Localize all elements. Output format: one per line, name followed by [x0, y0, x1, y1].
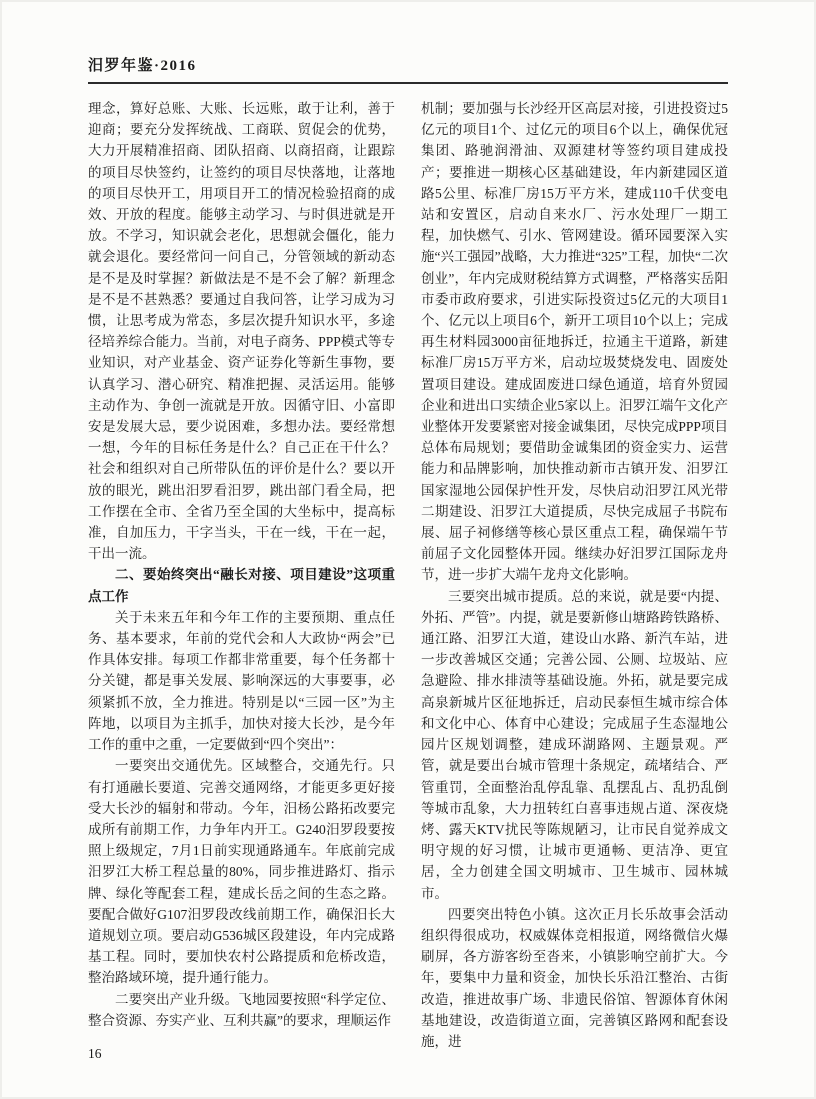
body-paragraph: 关于未来五年和今年工作的主要预期、重点任务、基本要求，年前的党代会和人大政协“两会”已作具体安排。每项工作都非常重要，每个任务都十分关键，都是事关发展、影响深远的大事要事，必须紧抓不放，全力推进。特别是以“三园一区”为主阵地，以项目为主抓手，加快对接大长沙，是今年工作的重中之重，一定要做到“四个突出”： [88, 609, 395, 753]
header-divider [88, 82, 728, 84]
body-paragraph: 三要突出城市提质。总的来说，就是要“内提、外拓、严管”。内提，就是要新修山塘路跨铁路桥、通江路、汨罗江大道，建设山水路、新汽车站，进一步改善城区交通；完善公园、公厕、垃圾站、应急避险、排水排渍等基础设施。外拓，就是要完成高泉新城片区征地拆迁，启动民泰恒生城市综合体和文化中心、体育中心建设；完成屈子生态湿地公园片区规划调整，建成环湖路网、主题景观。严管，就是要出台城市管理十条规定，疏堵结合、严管重罚，全面整治乱停乱靠、乱摆乱占、乱扔乱倒等城市乱象，大力扭转红白喜事违规占道、深夜烧烤、露天KTV扰民等陈规陋习，让市民自觉养成文明守规的好习惯，让城市更通畅、更洁净、更宜居，全力创建全国文明城市、卫生城市、园林城市。 [421, 588, 728, 901]
page-header-title: 汨罗年鉴·2016 [88, 58, 197, 74]
left-column [88, 98, 395, 1052]
page-number: 16 [88, 1046, 102, 1061]
page-body [88, 98, 728, 1052]
body-paragraph: 理念，算好总账、大账、长远账，敢于让利，善于迎商；要充分发挥统战、工商联、贸促会的优势，大力开展精准招商、团队招商、以商招商，让跟踪的项目尽快签约，让签约的项目尽快落地，让落地的项目尽快开工，用项目开工的情况检验招商的成效、开放的程度。能够主动学习、与时俱进就是开放。不学习，知识就会老化，思想就会僵化，能力就会退化。要经常问一问自己，分管领域的新动态是不是及时掌握？新做法是不是不会了解？新理念是不是不甚熟悉？要通过自我问答，让学习成为习惯，让思考成为常态，多层次提升知识水平，多途径培养综合能力。当前，对电子商务、PPP模式等专业知识，对产业基金、资产证券化等新生事物，要认真学习、潜心研究、精准把握、灵活运用。能够主动作为、争创一流就是开放。因循守旧、小富即安是发展大忌，要少说困难，多想办法。要经常想一想，今年的目标任务是什么？自己正在干什么？社会和组织对自己所带队伍的评价是什么？要以开放的眼光，跳出汨罗看汨罗，跳出部门看全局，把工作摆在全市、全省乃至全国的大坐标中，提高标准，自加压力，干字当头，干在一线，干在一起，干出一流。 [88, 101, 395, 562]
page-header [88, 54, 728, 84]
body-paragraph: 二要突出产业升级。飞地园要按照“科学定位、整合资源、夯实产业、互利共赢”的要求，理顺运作 [88, 991, 395, 1028]
body-paragraph: 机制；要加强与长沙经开区高层对接，引进投资过5亿元的项目1个、过亿元的项目6个以上，确保优冠集团、路驰润滑油、双源建材等签约项目建成投产；要推进一期核心区基础建设，年内新建园区道路5公里、标准厂房15万平方米，建成110千伏变电站和安置区，启动自来水厂、污水处理厂一期工程，加快燃气、引水、管网建设。循环园要深入实施“兴工强园”战略，大力推进“325”工程，加快“二次创业”，年内完成财税结算方式调整，严格落实岳阳市委市政府要求，引进实际投资过5亿元的大项目1个、亿元以上项目6个，新开工项目10个以上；完成再生材料园3000亩征地拆迁，拉通主干道路，新建标准厂房15万平方米，启动垃圾焚烧发电、固废处置项目建设。建成固废进口绿色通道，培育外贸园企业和进出口实绩企业5家以上。汨罗江端午文化产业整体开发要紧密对接金诚集团，尽快完成PPP项目总体布局规划；要借助金诚集团的资金实力、运营能力和品牌影响，加快推动新市古镇开发、汨罗江国家湿地公园保护性开发，尽快启动汨罗江风光带二期建设、汨罗江大道提质，尽快完成屈子书院布展、屈子祠修缮等核心景区重点工程，确保端午节前屈子文化园整体开园。继续办好汨罗江国际龙舟节，进一步扩大端午龙舟文化影响。 [421, 101, 728, 583]
body-paragraph: 四要突出特色小镇。这次正月长乐故事会活动组织得很成功，权威媒体竞相报道，网络微信火爆刷屏，各方游客纷至沓来，小镇影响空前扩大。今年，要集中力量和资金，加快长乐沿江整治、古街改造，推进故事广场、非遗民俗馆、智源体育休闲基地建设，改造街道立面，完善镇区路网和配套设施，进 [421, 906, 728, 1049]
section-heading: 二、要始终突出“融长对接、项目建设”这项重点工作 [88, 567, 395, 604]
body-paragraph: 一要突出交通优先。区域整合，交通先行。只有打通融长要道、完善交通网络，才能更多更好接受大长沙的辐射和带动。今年，汨杨公路拓改要完成所有前期工作，力争年内开工。G240汨罗段要按照上级规定，7月1日前实现通路通车。年底前完成汨罗江大桥工程总量的80%，同步推进路灯、指示牌、绿化等配套工程，建成长岳之间的生态之路。要配合做好G107汨罗段改线前期工作，确保汨长大道规划立项。要启动G536城区段建设，年内完成路基工程。同时，要加快农村公路提质和危桥改造，整治路域环境，提升通行能力。 [88, 758, 395, 986]
right-column [421, 98, 728, 1052]
